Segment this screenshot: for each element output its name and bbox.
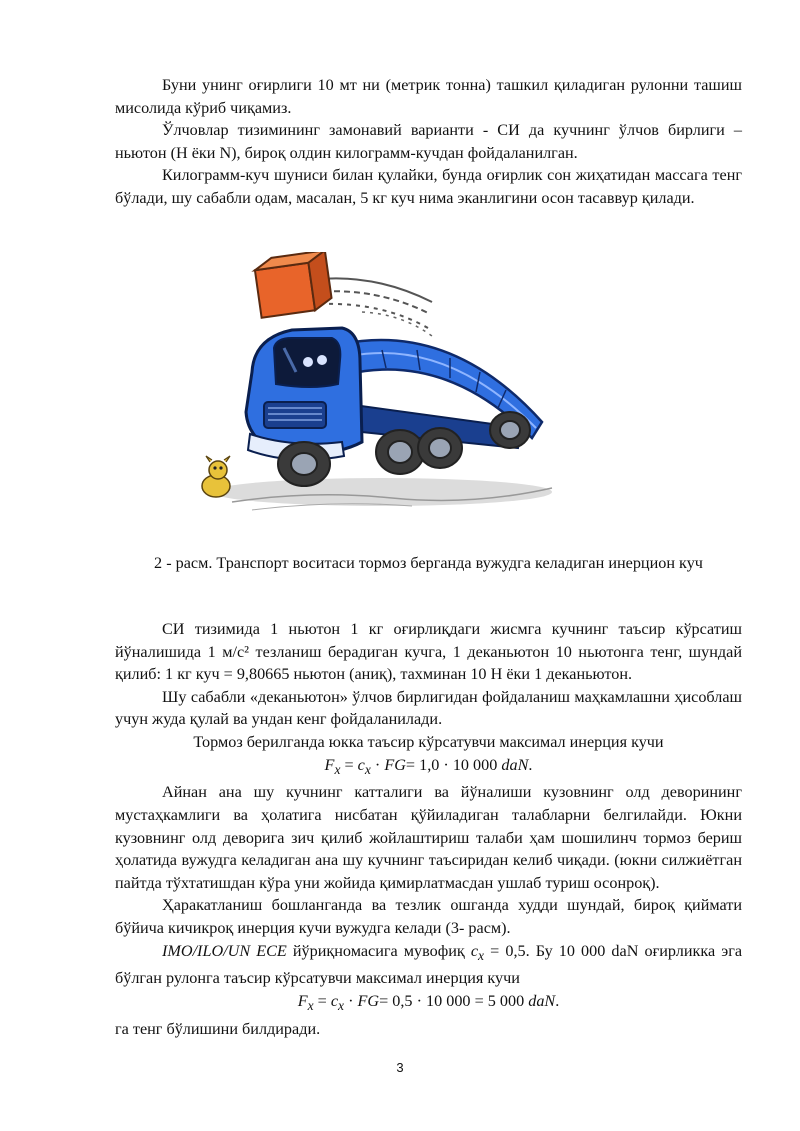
paragraph-2: Ўлчовлар тизимининг замонавий варианти - СИ да кучнинг ўлчов бирлиги – ньютон (Н ёки N), бироқ олдин килограмм-кучдан фойдаланилган. [115,121,742,162]
paragraph-3: Килограмм-куч шуниси билан қулайки, бунда оғирлик сон жиҳатидан массага тенг бўлади, шу сабабли одам, масалан, 5 кг куч нима эканлигини осон тасаввур қилади. [115,166,742,207]
paragraph-front-wall: Айнан ана шу кучнинг катталиги ва йўналиши кузовнинг олд деворининг мустаҳкамлиги ва ҳолатига нисбатан қўйиладиган талабларни белгилайди. Юкни кузовнинг олд деворига зич қилиб жойлаштириш талаби ҳам шошилинч тормоз бериш ҳолатида вужудга келадиган ана шу кучнинг таъсиридан келиб чиқади. (юкни силжиётган пайтда тўхтатишдан кўра уни жойида қимирлатмасдан ушлаб туриш осонроқ). [115,783,742,892]
braking-truck-illustration [192,252,577,520]
formula-2: $F_x = c_x \cdot FG= 0,5 \cdot 10$ 000 = 5 000 daN. [297,991,560,1014]
bottom-text-block [115,618,742,1040]
paragraph-max-inertia: Тормоз берилганда юкка таъсир кўрсатувчи максимал инерция кучи [193,732,664,751]
paragraph-si-newton: СИ тизимида 1 ньютон 1 кг оғирлиқдаги жисмга кучнинг таъсир кўрсатиш йўналишида 1 м/с² тезланиш берадиган кучга, 1 деканьютон 10 ньютонга тенг, шундай қилиб: 1 кг куч = 9,80665 ньютон (аниқ), тахминан 10 Н ёки 1 деканьютон. [115,620,742,684]
paragraph-conclusion: га тенг бўлишини билдиради. [115,1019,321,1038]
paragraph-decanewton: Шу сабабли «деканьютон» ўлчов бирлигидан фойдаланиш маҳкамлашни ҳисоблаш учун жуда қулай ва ундан кенг фойдаланилади. [115,687,742,729]
paragraph-acceleration: Ҳаракатланиш бошланганда ва тезлик ошганда худди шундай, бироқ қиймати бўйича кичикроқ инерция кучи вужудга келади (3- расм). [115,896,742,937]
page-number: 3 [396,1060,404,1075]
dog-icon [202,456,230,497]
formula-1: $F_x = c_x \cdot FG= 1,0 \cdot 10$ 000 daN. [324,755,533,777]
top-text-block [115,74,742,210]
paragraph-imo: IMO/ILO/UN ECE йўриқномасига мувофиқ $c_x = 0,5$. Бу 10 000 daN оғирликка эга бўлган рулонга таъсир кўрсатувчи максимал инерция кучи [115,941,743,988]
figure-caption: 2 - расм. Транспорт воситаси тормоз берганда вужудга келадиган инерцион куч [154,554,703,572]
paragraph-1: Буни унинг оғирлиги 10 мт ни (метрик тонна) ташкил қиладиган рулонни ташиш мисолида кўриб чиқамиз. [115,76,742,117]
truck-figure [192,252,577,520]
